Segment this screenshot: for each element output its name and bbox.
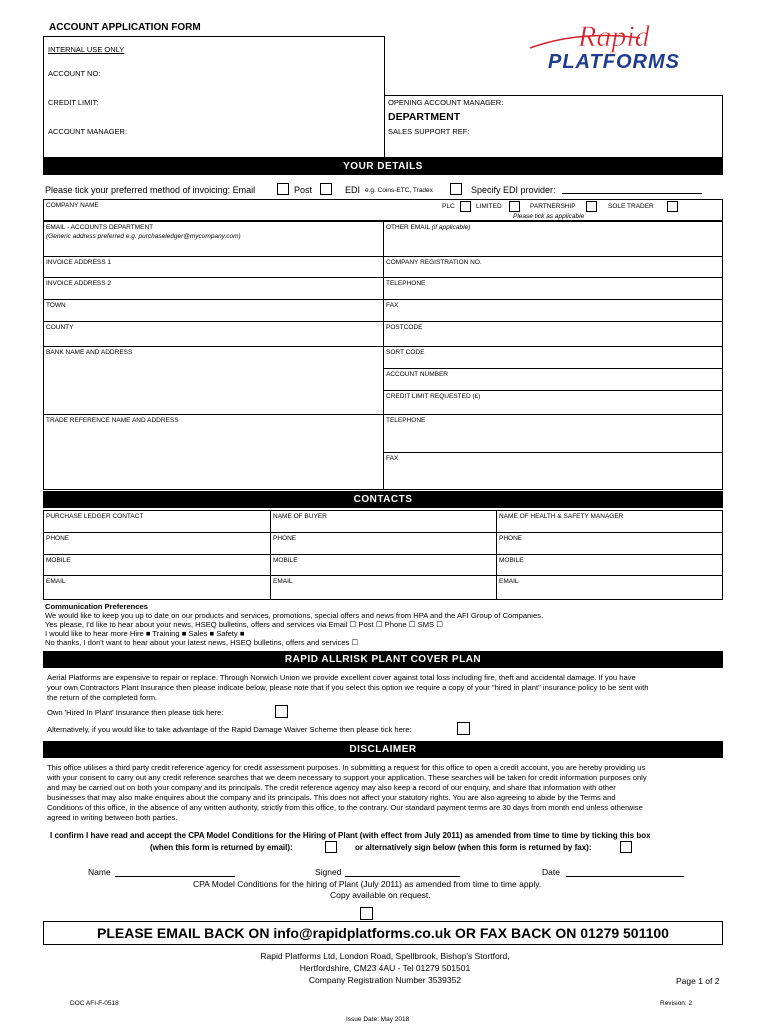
- form-title: ACCOUNT APPLICATION FORM: [49, 22, 201, 33]
- email-label: EMAIL: [273, 578, 293, 585]
- disclaimer-line5: Conditions of this office, in the absence of any written authority, strictly from this office, to the contrary. Our standard payment terms are 30 days from month end unless otherwise: [47, 803, 643, 812]
- contacts-bar: CONTACTS: [43, 491, 723, 508]
- edi-provider-field[interactable]: [562, 193, 702, 194]
- company-reg-label: COMPANY REGISTRATION NO.: [386, 259, 482, 266]
- cover-p3: the return of the completed form.: [47, 693, 158, 702]
- account-manager-label[interactable]: ACCOUNT MANAGER:: [48, 127, 128, 136]
- address-line3: Company Registration Number 3539352: [308, 975, 462, 985]
- comms-heading: Communication Preferences: [45, 602, 148, 611]
- fax-field[interactable]: [383, 299, 723, 322]
- confirm-email-label: (when this form is returned by email):: [150, 843, 293, 852]
- address-line1: Rapid Platforms Ltd, London Road, Spellbrook, Bishop's Stortford,: [260, 951, 510, 961]
- department-box: [384, 95, 723, 158]
- specify-edi-label: Specify EDI provider:: [471, 185, 556, 195]
- phone-label: PHONE: [499, 535, 523, 542]
- own-insurance-label: Own 'Hired In Plant' Insurance then please tick here:: [47, 708, 224, 717]
- sales-ref-label[interactable]: SALES SUPPORT REF:: [388, 127, 470, 136]
- plc-checkbox[interactable]: [460, 201, 471, 212]
- account-number-label: ACCOUNT NUMBER: [386, 371, 448, 378]
- sort-code-label: SORT CODE: [386, 349, 425, 356]
- phone-label: PHONE: [273, 535, 297, 542]
- invoice-address-2-label: INVOICE ADDRESS 2: [46, 280, 112, 287]
- cover-plan-bar: RAPID ALLRISK PLANT COVER PLAN: [43, 651, 723, 668]
- account-no-label[interactable]: ACCOUNT NO:: [48, 69, 101, 78]
- partnership-checkbox[interactable]: [586, 201, 597, 212]
- bank-field[interactable]: [43, 346, 384, 415]
- company-name-label: COMPANY NAME: [46, 202, 99, 209]
- edi-example: e.g. Coins-ETC, Tradex: [365, 187, 433, 194]
- buyer-name-label: NAME OF BUYER: [273, 513, 327, 520]
- sort-code-field[interactable]: [383, 346, 723, 369]
- disclaimer-line1: This office utilises a third party credit reference agency for credit assessment purposes. In submitting a request for this office to open a credit account, you are hereby providing us: [47, 763, 646, 772]
- disclaimer-line3: and may be carried out on both your company and its principals. The credit reference agency may also keep a record of our enquiry, and share that information with other: [47, 783, 616, 792]
- telephone-field[interactable]: [383, 277, 723, 300]
- trade-telephone-label: TELEPHONE: [386, 417, 426, 424]
- department-label: DEPARTMENT: [388, 111, 461, 123]
- hs-manager-label: NAME OF HEALTH & SAFETY MANAGER: [499, 513, 624, 520]
- fax-label: FAX: [386, 302, 399, 309]
- accounts-email-label: EMAIL - ACCOUNTS DEPARTMENT: [46, 224, 154, 231]
- plc-label: PLC: [442, 203, 455, 210]
- confirm-fax-label: or alternatively sign below (when this form is returned by fax):: [355, 843, 592, 852]
- invoicing-prompt: Please tick your preferred method of invoicing: Email: [45, 185, 256, 195]
- purchase-ledger-label: PURCHASE LEDGER CONTACT: [46, 513, 144, 520]
- county-label: COUNTY: [46, 324, 74, 331]
- copy-note: Copy available on request.: [330, 890, 431, 900]
- tick-note: Please tick as applicable: [513, 213, 585, 220]
- buyer-name-field[interactable]: [270, 510, 497, 533]
- company-reg-field[interactable]: [383, 256, 723, 278]
- date-input[interactable]: [566, 876, 684, 877]
- contact2-phone-field[interactable]: [270, 532, 497, 555]
- damage-waiver-label: Alternatively, if you would like to take advantage of the Rapid Damage Waiver Scheme then please tick here:: [47, 725, 412, 734]
- internal-use-label: INTERNAL USE ONLY: [48, 45, 125, 54]
- invoice-address-1-label: INVOICE ADDRESS 1: [46, 259, 112, 266]
- edi-label: EDI: [345, 185, 361, 195]
- confirm-fax-checkbox[interactable]: [620, 841, 632, 853]
- email-invoice-checkbox[interactable]: [277, 183, 289, 195]
- phone-label: PHONE: [46, 535, 70, 542]
- sole-trader-checkbox[interactable]: [667, 201, 678, 212]
- partnership-label: PARTNERSHIP: [530, 203, 576, 210]
- purchase-ledger-field[interactable]: [43, 510, 271, 533]
- name-label: Name: [88, 867, 111, 877]
- contact3-mobile-field[interactable]: [496, 554, 723, 576]
- mobile-label: MOBILE: [46, 557, 71, 564]
- revision: Revision: 2: [660, 1000, 693, 1007]
- post-label: Post: [294, 185, 313, 195]
- email-back-box: [43, 921, 723, 945]
- credit-requested-label: CREDIT LIMIT REQUESTED (£): [386, 393, 481, 400]
- date-label: Date: [542, 867, 560, 877]
- rapid-platforms-logo: [520, 18, 730, 76]
- account-number-field[interactable]: [383, 368, 723, 391]
- doc-ref: DOC AFI-F-0518: [70, 1000, 119, 1007]
- contact1-mobile-field[interactable]: [43, 554, 271, 576]
- contact1-email-field[interactable]: [43, 575, 271, 600]
- hs-manager-field[interactable]: [496, 510, 723, 533]
- name-input[interactable]: [115, 876, 235, 877]
- comms-line1: We would like to keep you up to date on our products and services, promotions, special offers and news from HPA and the AFI Group of Companies.: [45, 611, 544, 620]
- sole-trader-label: SOLE TRADER: [608, 203, 654, 210]
- accounts-email-field[interactable]: [43, 221, 384, 257]
- credit-limit-label[interactable]: CREDIT LIMIT:: [48, 98, 99, 107]
- issue-date: Issue Date: May 2018: [346, 1016, 410, 1023]
- trade-telephone-field[interactable]: [383, 414, 723, 453]
- confirm-line1: I confirm I have read and accept the CPA Model Conditions for the Hiring of Plant (with effect from July 2011) as amended from time to time by ticking this box: [50, 831, 651, 840]
- postcode-label: POSTCODE: [386, 324, 423, 331]
- postcode-field[interactable]: [383, 321, 723, 347]
- footer-checkbox[interactable]: [360, 907, 373, 920]
- disclaimer-bar: DISCLAIMER: [43, 741, 723, 758]
- other-email-field[interactable]: [383, 221, 723, 257]
- limited-checkbox[interactable]: [509, 201, 520, 212]
- if-applicable-note: (if applicable): [431, 224, 471, 231]
- credit-requested-field[interactable]: [383, 390, 723, 415]
- edi-invoice-checkbox[interactable]: [450, 183, 462, 195]
- contact2-mobile-field[interactable]: [270, 554, 497, 576]
- svg-text:PLATFORMS: PLATFORMS: [548, 51, 680, 73]
- town-field[interactable]: [43, 299, 384, 322]
- comms-line2[interactable]: Yes please, I'd like to hear about your news, HSEQ bulletins, offers and services via Email ☐ Post ☐ Phone ☐ SMS ☐: [45, 620, 444, 629]
- email-label: EMAIL: [46, 578, 66, 585]
- bank-label: BANK NAME AND ADDRESS: [46, 349, 133, 356]
- svg-text:Rapid: Rapid: [578, 20, 650, 53]
- confirm-email-checkbox[interactable]: [325, 841, 337, 853]
- other-email-label: OTHER EMAIL: [386, 224, 430, 231]
- your-details-bar: YOUR DETAILS: [43, 158, 723, 175]
- trade-reference-field[interactable]: [43, 414, 384, 490]
- contact1-phone-field[interactable]: [43, 532, 271, 555]
- limited-label: LIMITED: [476, 203, 502, 210]
- mobile-label: MOBILE: [499, 557, 524, 564]
- cover-p2: your own Contractors Plant Insurance then please indicate below, please note that if you select this option we require a copy of your "hired in plant" insurance policy to be sent with: [47, 683, 649, 692]
- comms-line4[interactable]: No thanks, I don't want to hear about your latest news, HSEQ bulletins, offers and services ☐: [45, 638, 359, 647]
- contact3-email-field[interactable]: [496, 575, 723, 600]
- disclaimer-line6: agreed in writing between both parties.: [47, 813, 178, 822]
- invoice-address-2-field[interactable]: [43, 277, 384, 300]
- trade-reference-label: TRADE REFERENCE NAME AND ADDRESS: [46, 417, 179, 424]
- disclaimer-line4: businesses that may also make enquires about the company and its principals. This does not affect your statutory rights. You are also agreeing to abide by the Terms and: [47, 793, 616, 802]
- post-invoice-checkbox[interactable]: [320, 183, 332, 195]
- damage-waiver-checkbox[interactable]: [457, 722, 470, 735]
- contact2-email-field[interactable]: [270, 575, 497, 600]
- accounts-email-hint: (Generic address preferred e.g. purchaseledger@mycompany.com): [46, 233, 241, 240]
- signature-input[interactable]: [345, 876, 460, 877]
- contact3-phone-field[interactable]: [496, 532, 723, 555]
- comms-line3[interactable]: I would like to hear more Hire ■ Training ■ Sales ■ Safety ■: [45, 629, 245, 638]
- email-back-text: PLEASE EMAIL BACK ON info@rapidplatforms.co.uk OR FAX BACK ON 01279 501100: [97, 925, 669, 941]
- disclaimer-line2: with your consent to carry out any credit reference searches that we deem necessary to support your application. These searches will be taken for credit information purposes only: [47, 773, 647, 782]
- page-number: Page 1 of 2: [676, 976, 720, 986]
- cover-p1: Aerial Platforms are expensive to repair or replace. Through Norwich Union we provide excellent cover against total loss including fire, theft and accidental damage. If you have: [47, 673, 636, 682]
- trade-fax-label: FAX: [386, 455, 399, 462]
- address-line2: Hertfordshire, CM23 4AU - Tel 01279 501501: [299, 963, 471, 973]
- signed-label: Signed: [315, 867, 342, 877]
- invoice-address-1-field[interactable]: [43, 256, 384, 278]
- own-insurance-checkbox[interactable]: [275, 705, 288, 718]
- footer-address: [0, 950, 770, 986]
- opening-manager-label[interactable]: OPENING ACCOUNT MANAGER:: [388, 98, 504, 107]
- town-label: TOWN: [46, 302, 66, 309]
- county-field[interactable]: [43, 321, 384, 347]
- mobile-label: MOBILE: [273, 557, 298, 564]
- telephone-label: TELEPHONE: [386, 280, 426, 287]
- email-label: EMAIL: [499, 578, 519, 585]
- trade-fax-field[interactable]: [383, 452, 723, 490]
- internal-use-box: [43, 36, 385, 158]
- cpa-note: CPA Model Conditions for the hiring of Plant (July 2011) as amended from time to time apply.: [193, 879, 542, 889]
